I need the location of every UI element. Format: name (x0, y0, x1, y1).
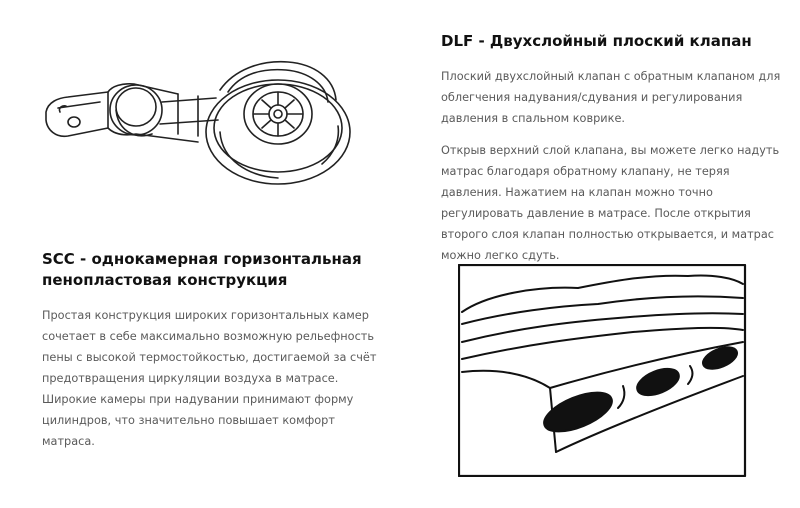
dlf-paragraph-2: Открыв верхний слой клапана, вы можете легко надуть матрас благодаря обратному клапану, не теряя давления. Нажатием на клапан можно точно регулировать давление в матрасе. После открытия второго слоя клапан полностью открывается, и матрас можно легко сдуть. (441, 144, 780, 262)
valve-illustration (38, 50, 368, 185)
dlf-paragraph-1: Плоский двухслойный клапан с обратным клапаном для облегчения надувания/сдувания и регулирования давления в спальном коврике. (441, 70, 781, 125)
scc-title (42, 249, 382, 291)
scc-paragraph-1: Простая конструкция широких горизонтальных камер сочетает в себе максимально возможную рельефность пены с высокой термостойкостью, достигаемой за счёт предотвращения циркуляции воздуха в матрасе. Широкие камеры при надувании принимают форму цилиндров, что значительно повышает комфорт матраса. (42, 309, 377, 448)
dlf-title: DLF - Двухслойный плоский клапан (441, 32, 752, 50)
scc-title-line-2: пенопластовая конструкция (42, 271, 288, 289)
dlf-section (441, 31, 781, 277)
mattress-cross-section-illustration (458, 264, 747, 477)
scc-title-line-1: SCC - однокамерная горизонтальная (42, 250, 362, 268)
scc-section (42, 249, 382, 463)
